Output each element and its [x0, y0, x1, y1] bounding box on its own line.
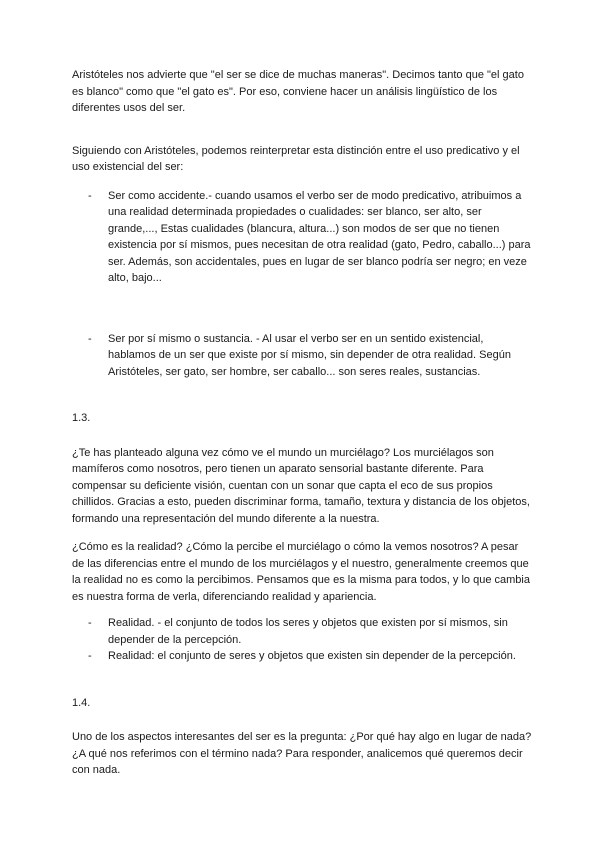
paragraph-distincion: Siguiendo con Aristóteles, podemos reinterpretar esta distinción entre el uso predicativo y el uso existencial del ser: — [72, 144, 520, 173]
document-page — [72, 64, 532, 779]
list-spacer — [72, 287, 532, 331]
paragraph-murcielago: ¿Te has planteado alguna vez cómo ve el mundo un murciélago? Los murciélagos son mamíferos como nosotros, pero tienen un aparato sensorial bastante diferente. Para compensar su deficiente visión, cuentan con un sonar que capta el eco de sus propios chillidos. Gracias a esto, pueden discriminar forma, tamaño, textura y distancia de los objetos, formando una representación del mundo diferente a la nuestra. — [72, 446, 530, 525]
list-realidad — [72, 615, 532, 665]
list-item-accidente: - Ser como accidente.- cuando usamos el verbo ser de modo predicativo, atribuimos a una realidad determinada propiedades o cualidades: ser blanco, ser alto, ser grande,..., Estas cualidades (blancura, altura...) son modos de ser que no tienen existencia por sí mismos, pues necesitan de otra realidad (gato, Pedro, caballo...) para ser. Además, son accidentales, pues en lugar de ser blanco podría ser negro; en veze alto, bajo... — [72, 188, 532, 287]
list-usos-del-ser — [72, 188, 532, 381]
paragraph-aristoteles-intro: Aristóteles nos advierte que "el ser se dice de muchas maneras". Decimos tanto que "el gato es blanco" como que "el gato es". Por eso, conviene hacer un análisis lingüístico de los diferentes usos del ser. — [72, 69, 524, 114]
paragraph-realidad: ¿Cómo es la realidad? ¿Cómo la percibe el murciélago o cómo la vemos nosotros? A pesar de las diferencias entre el mundo de los murciélagos y el nuestro, generalmente creemos que la realidad no es como la percibimos. Pensamos que es la misma para todos, y lo que cambia es nuestra forma de verla, diferenciando realidad y apariencia. — [72, 541, 530, 603]
section-heading-1-4: 1.4. — [72, 696, 91, 709]
list-item-realidad-1: - Realidad. - el conjunto de todos los seres y objetos que existen por sí mismos, sin depender de la percepción. — [72, 615, 532, 648]
section-heading-1-3: 1.3. — [72, 412, 91, 424]
list-item-sustancia: - Ser por sí mismo o sustancia. - Al usar el verbo ser en un sentido existencial, hablamos de un ser que existe por sí mismo, sin depender de otra realidad. Según Aristóteles, ser gato, ser hombre, ser caballo... son seres reales, sustancias. — [72, 331, 532, 381]
paragraph-nada: Uno de los aspectos interesantes del ser es la pregunta: ¿Por qué hay algo en lugar de nada? ¿A qué nos referimos con el término nada? Para responder, analicemos qué queremos decir con nada. — [72, 731, 532, 776]
list-item-realidad-2: - Realidad: el conjunto de seres y objetos que existen sin depender de la percepción. — [72, 648, 532, 665]
